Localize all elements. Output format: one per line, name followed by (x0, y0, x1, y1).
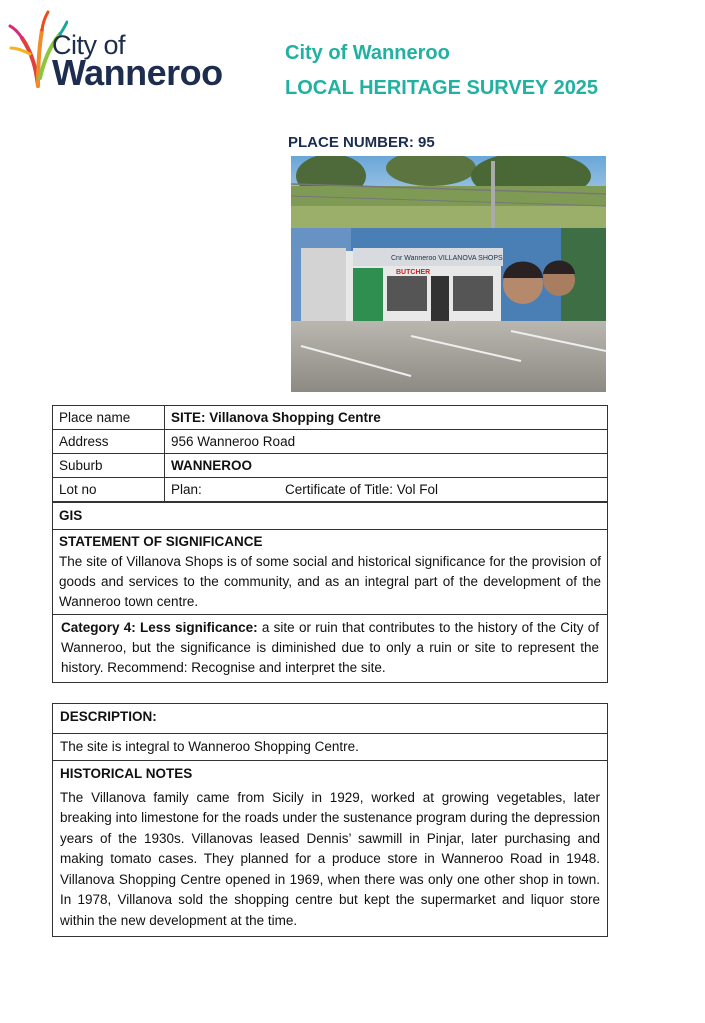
suburb-label: Suburb (53, 454, 165, 478)
historical-heading: HISTORICAL NOTES (60, 766, 193, 781)
description-block (53, 704, 607, 734)
page-title-city: City of Wanneroo (285, 42, 450, 64)
shop-sign-text: Cnr Wanneroo VILLANOVA SHOPS (391, 255, 503, 262)
lot-value (165, 478, 608, 502)
logo-text-city-of: City of (52, 30, 126, 60)
place-details-table (52, 405, 608, 502)
historical-block (53, 761, 607, 936)
certificate-of-title-label: Certificate of Title: Vol Fol (285, 482, 439, 497)
category-block (53, 615, 607, 682)
place-name-value: SITE: Villanova Shopping Centre (165, 406, 608, 430)
page-title-survey: LOCAL HERITAGE SURVEY 2025 (285, 77, 599, 99)
gis-label: GIS (53, 503, 607, 530)
address-label: Address (53, 430, 165, 454)
place-number: PLACE NUMBER: 95 (288, 134, 435, 151)
butcher-sign-text: BUTCHER (396, 269, 431, 276)
suburb-row (53, 454, 608, 478)
significance-section (52, 502, 608, 683)
city-logo (8, 8, 228, 93)
lot-row (53, 478, 608, 502)
place-name-label: Place name (53, 406, 165, 430)
plan-label: Plan: (171, 482, 202, 497)
site-photo (291, 156, 606, 392)
suburb-value: WANNEROO (165, 454, 608, 478)
significance-block (53, 530, 607, 615)
category-label: Category 4: Less significance: (61, 620, 258, 635)
address-value: 956 Wanneroo Road (165, 430, 608, 454)
description-section (52, 703, 608, 937)
logo-text-wanneroo: Wanneroo (52, 52, 223, 93)
description-heading: DESCRIPTION: (60, 709, 157, 724)
significance-text: The site of Villanova Shops is of some social and historical significance for the provision of goods and services to the community, and as an integral part of the development of the Wanneroo town centre. (59, 554, 601, 609)
significance-heading: STATEMENT OF SIGNIFICANCE (59, 534, 263, 549)
place-name-row (53, 406, 608, 430)
historical-text: The Villanova family came from Sicily in 1929, worked at growing vegetables, later breaking into limestone for the roads under the sustenance program during the depression years of the 1930s. Villanovas leased Dennis’ sawmill in Pinjar, later purchasing and making tomato cases. They planned for a produce store in Wanneroo Road in 1948. Villanova Shopping Centre opened in 1969, when there was only one other shop in town. In 1978, Villanova sold the shopping centre but kept the supermarket and liquor store within the new development at the time. (60, 789, 600, 928)
category-text: a site or ruin that contributes to the history of the City of Wanneroo, but the significance is diminished due to only a ruin or site to represent the history. Recommend: Recognise and interpret the site. (61, 620, 599, 675)
lot-label: Lot no (53, 478, 165, 502)
address-row (53, 430, 608, 454)
description-text: The site is integral to Wanneroo Shopping Centre. (53, 734, 607, 762)
